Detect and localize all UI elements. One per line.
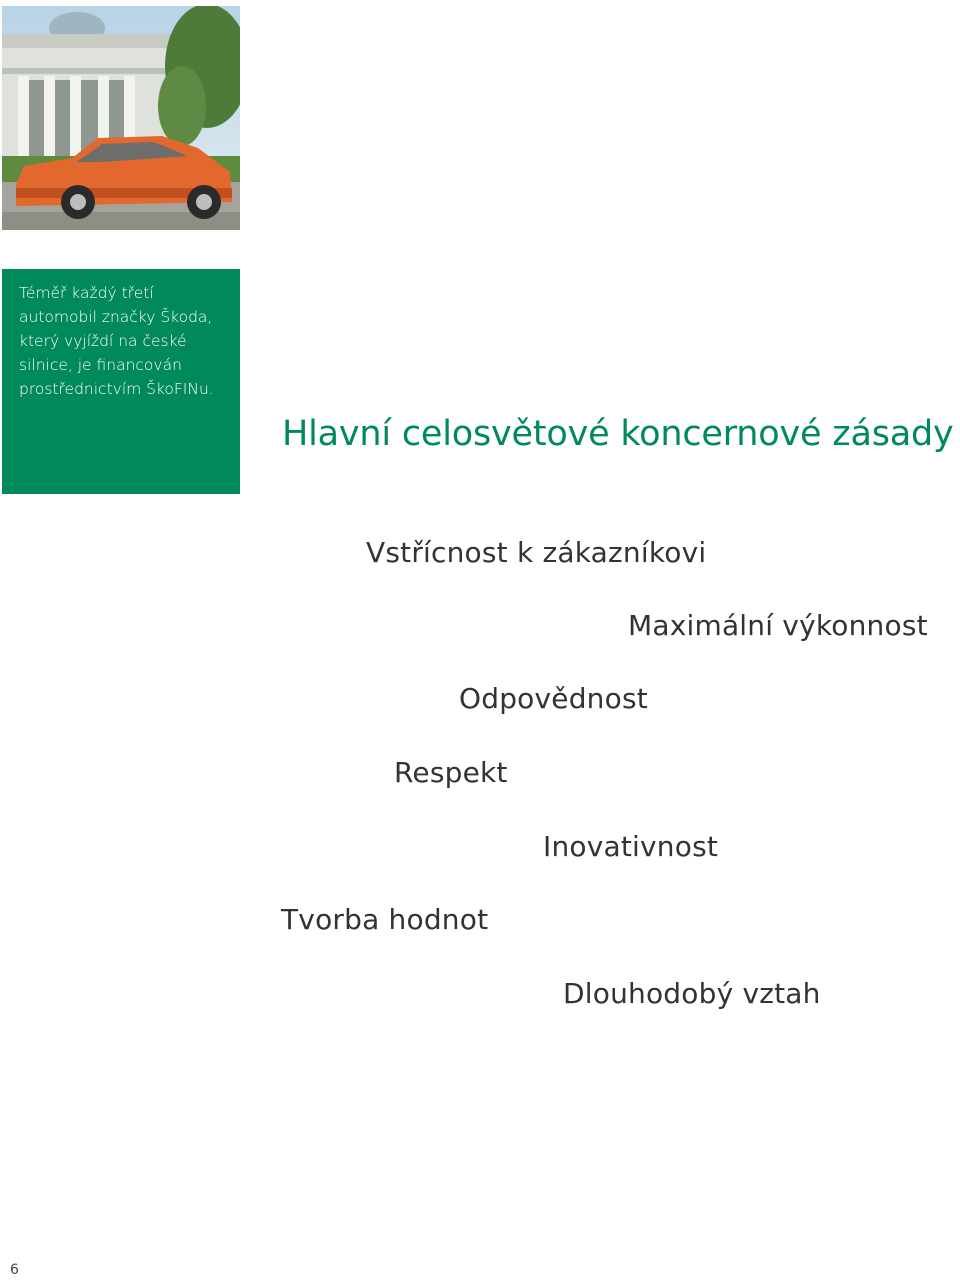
car-photo xyxy=(2,6,240,230)
page-title: Hlavní celosvětové koncernové zásady xyxy=(282,414,954,454)
principle-customer-focus: Vstřícnost k zákazníkovi xyxy=(366,536,707,569)
page-number: 6 xyxy=(10,1262,19,1278)
principle-value-creation: Tvorba hodnot xyxy=(281,903,489,936)
caption-box xyxy=(2,269,240,494)
principle-long-term-relationship: Dlouhodobý vztah xyxy=(563,977,821,1010)
car-photo-illustration xyxy=(2,6,240,230)
principle-innovation: Inovativnost xyxy=(543,830,719,863)
caption-text: Téměř každý třetí automobil značky Škoda, který vyjíždí na české silnice, je financován prostřednictvím ŠkoFINu. xyxy=(19,284,214,398)
principle-max-performance: Maximální výkonnost xyxy=(628,609,928,642)
principle-responsibility: Odpovědnost xyxy=(459,682,648,715)
principle-respect: Respekt xyxy=(394,756,508,789)
